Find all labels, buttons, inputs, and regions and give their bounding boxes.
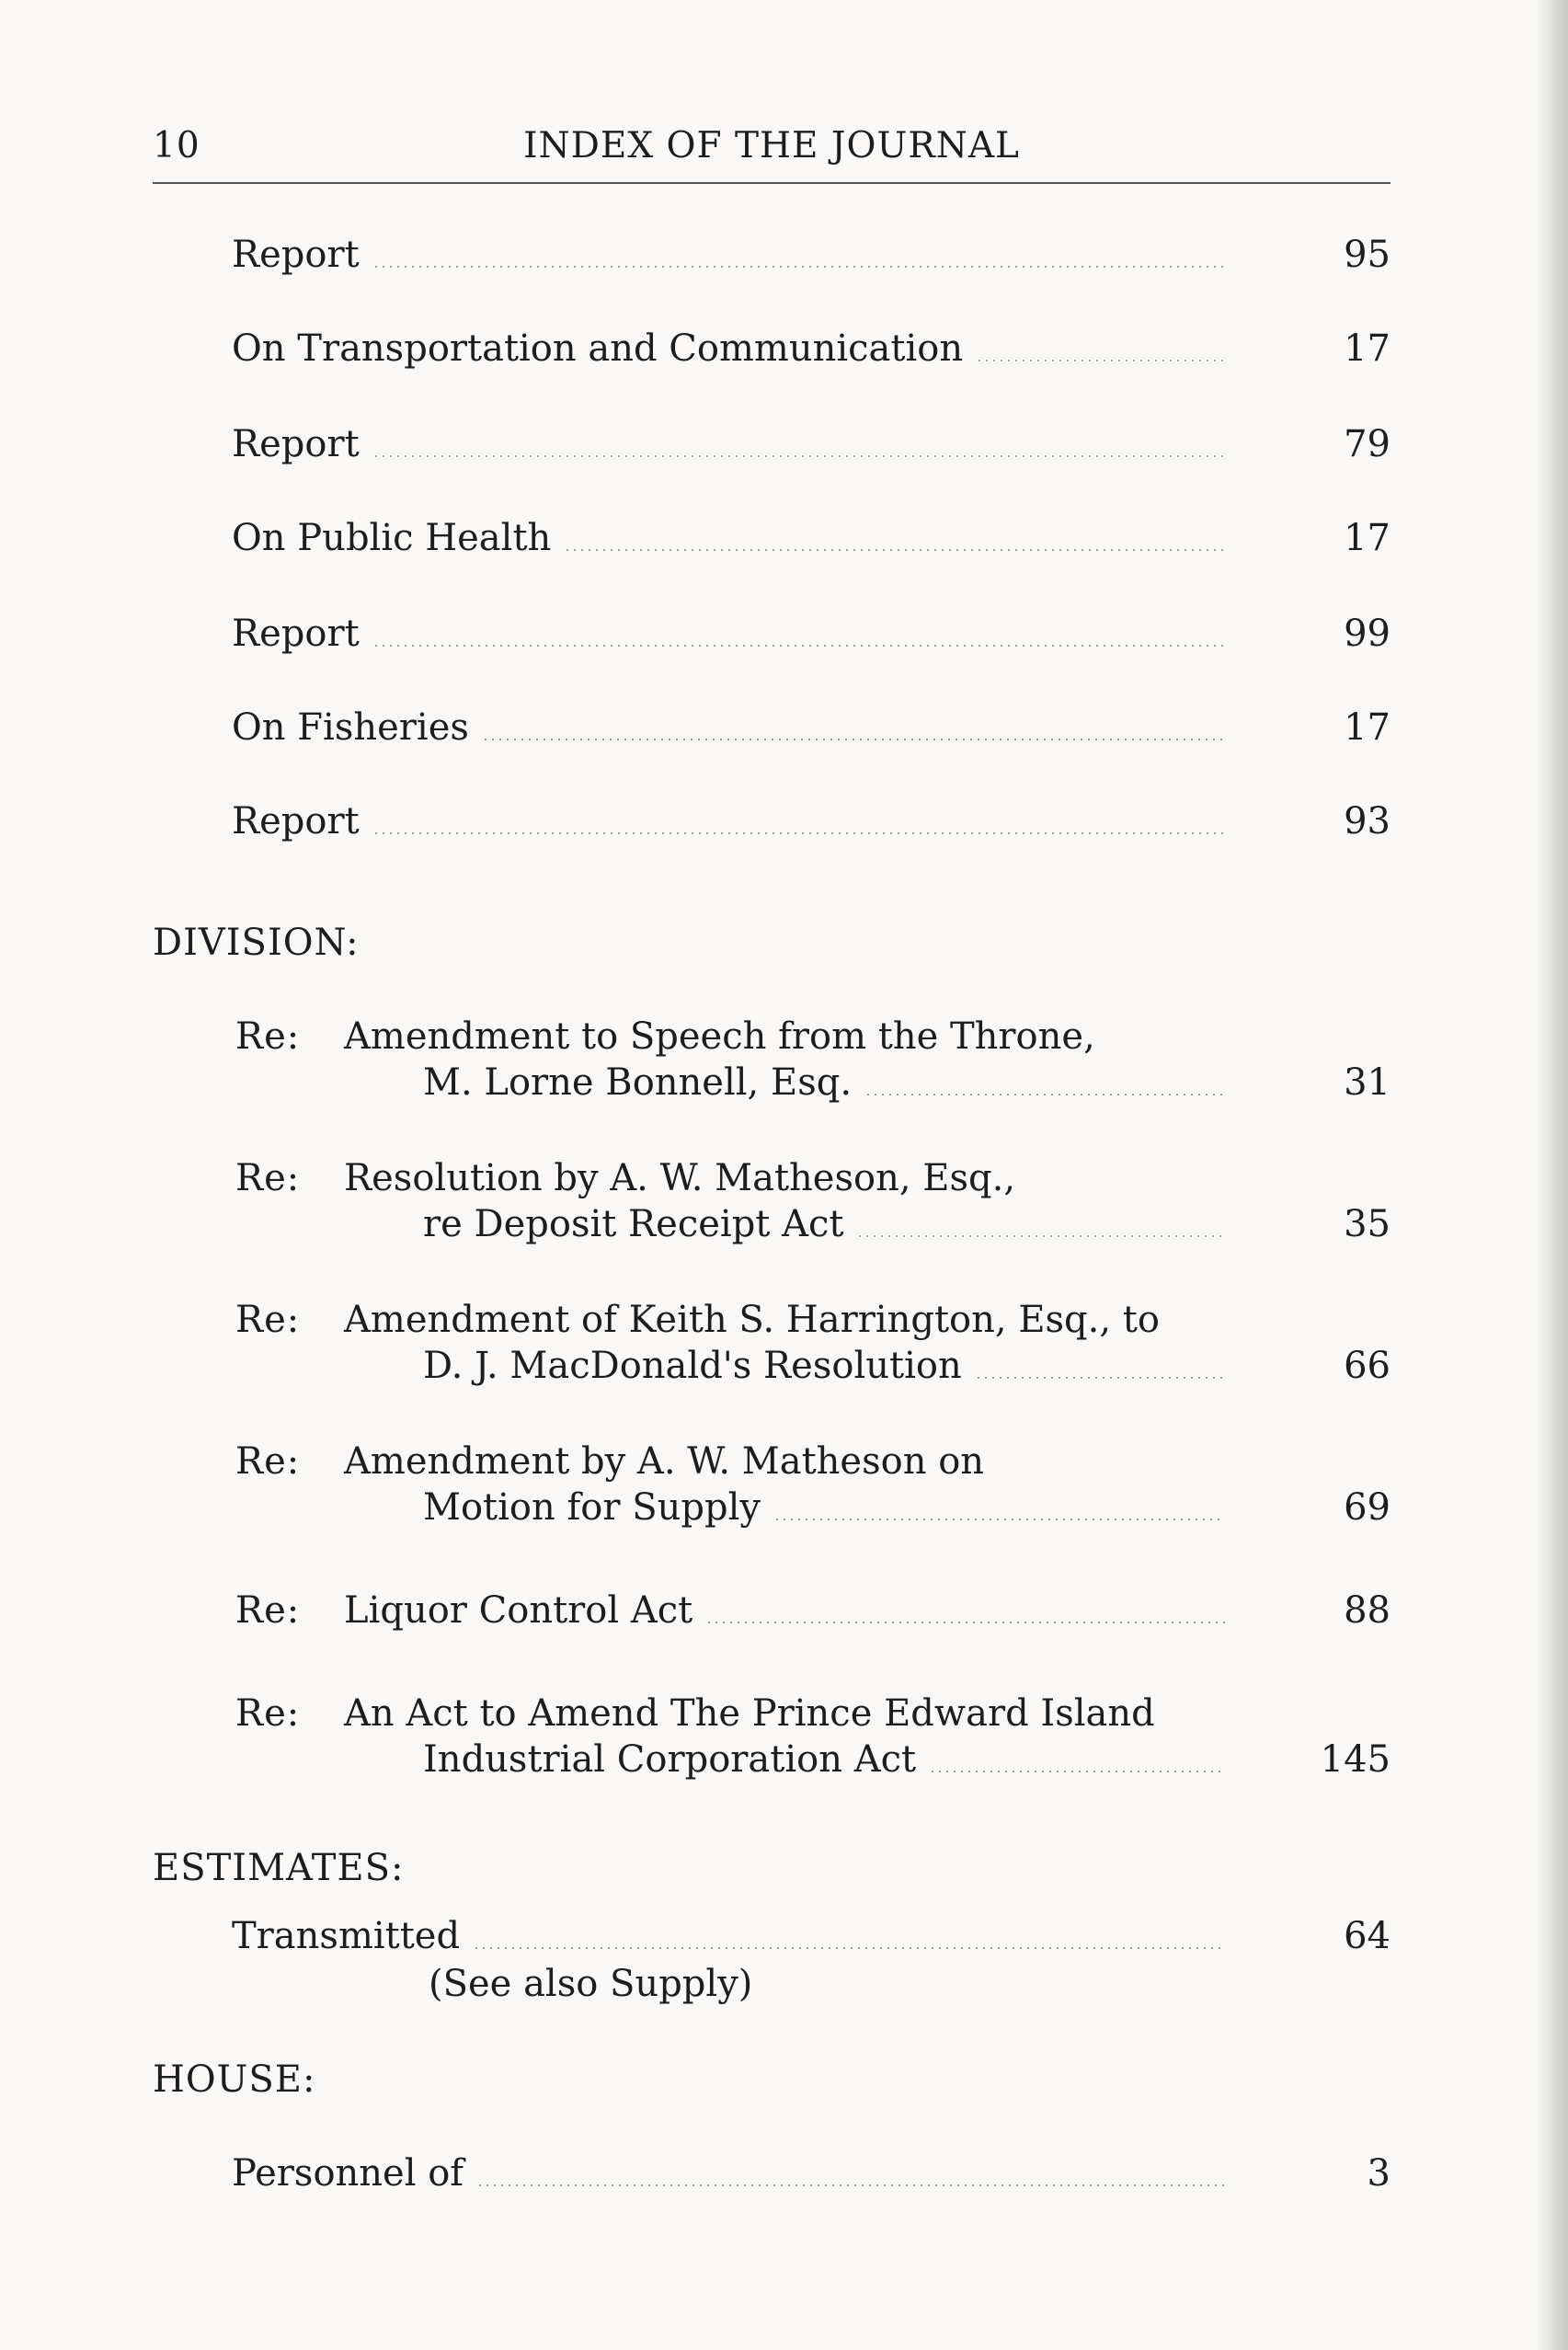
entry-label: Report bbox=[232, 800, 360, 843]
division-entry-line1: Amendment by A. W. Matheson on bbox=[344, 1440, 985, 1483]
re-label: Re: bbox=[235, 1692, 301, 1735]
division-entry bbox=[344, 1589, 1391, 1637]
entry-label: re Deposit Receipt Act bbox=[423, 1203, 844, 1245]
section-heading-house: HOUSE: bbox=[153, 2058, 316, 2101]
dot-leader bbox=[705, 1622, 1225, 1623]
entry-page: 17 bbox=[1344, 706, 1391, 749]
division-entry bbox=[423, 1486, 1391, 1534]
entry-label: Liquor Control Act bbox=[344, 1589, 693, 1632]
entry-label: D. J. MacDonald's Resolution bbox=[423, 1345, 962, 1387]
dot-leader bbox=[929, 1771, 1225, 1772]
entry-page: 35 bbox=[1344, 1203, 1391, 1245]
index-entry bbox=[232, 327, 1391, 375]
index-entry bbox=[232, 800, 1391, 848]
dot-leader bbox=[864, 1094, 1225, 1095]
entry-page: 99 bbox=[1344, 613, 1391, 655]
entry-page: 17 bbox=[1344, 327, 1391, 370]
entry-page: 145 bbox=[1320, 1738, 1391, 1781]
index-entry bbox=[232, 2152, 1391, 2200]
entry-label: Motion for Supply bbox=[423, 1486, 761, 1529]
dot-leader bbox=[473, 1947, 1225, 1949]
entry-page: 31 bbox=[1344, 1061, 1391, 1104]
entry-page: 95 bbox=[1344, 234, 1391, 276]
re-label: Re: bbox=[235, 1589, 301, 1632]
dot-leader bbox=[564, 549, 1225, 551]
division-entry bbox=[423, 1345, 1391, 1393]
section-heading-estimates: ESTIMATES: bbox=[153, 1847, 405, 1889]
dot-leader bbox=[482, 739, 1225, 740]
entry-label: Industrial Corporation Act bbox=[423, 1738, 917, 1781]
re-label: Re: bbox=[235, 1299, 301, 1341]
division-entry-line1: Resolution by A. W. Matheson, Esq., bbox=[344, 1157, 1016, 1199]
running-title: INDEX OF THE JOURNAL bbox=[523, 125, 1020, 166]
division-entry-line1: An Act to Amend The Prince Edward Island bbox=[344, 1692, 1155, 1735]
entry-page: 69 bbox=[1344, 1486, 1391, 1529]
page-header bbox=[153, 118, 1391, 175]
division-entry bbox=[423, 1061, 1391, 1109]
entry-page: 79 bbox=[1344, 423, 1391, 465]
entry-label: On Transportation and Communication bbox=[232, 327, 964, 370]
dot-leader bbox=[372, 455, 1225, 457]
entry-page: 93 bbox=[1344, 800, 1391, 843]
dot-leader bbox=[476, 2184, 1225, 2186]
entry-label: On Fisheries bbox=[232, 706, 469, 749]
division-entry-line1: Amendment of Keith S. Harrington, Esq., to bbox=[344, 1299, 1160, 1341]
division-entry-line1: Amendment to Speech from the Throne, bbox=[344, 1015, 1095, 1058]
entry-label: Report bbox=[232, 234, 360, 276]
re-label: Re: bbox=[235, 1015, 301, 1058]
division-entry bbox=[423, 1203, 1391, 1251]
dot-leader bbox=[372, 832, 1225, 834]
dot-leader bbox=[856, 1235, 1225, 1237]
entry-page: 88 bbox=[1344, 1589, 1391, 1632]
entry-page: 3 bbox=[1367, 2152, 1391, 2195]
entry-page: 64 bbox=[1344, 1915, 1391, 1957]
dot-leader bbox=[975, 1377, 1225, 1379]
entry-label: Personnel of bbox=[232, 2152, 464, 2195]
see-also-note: (See also Supply) bbox=[429, 1963, 753, 2005]
index-entry bbox=[232, 517, 1391, 565]
index-entry bbox=[232, 423, 1391, 471]
entry-page: 17 bbox=[1344, 517, 1391, 559]
dot-leader bbox=[773, 1519, 1225, 1520]
section-heading-division: DIVISION: bbox=[153, 922, 360, 964]
index-entry bbox=[232, 706, 1391, 754]
entry-label: Report bbox=[232, 613, 360, 655]
re-label: Re: bbox=[235, 1157, 301, 1199]
re-label: Re: bbox=[235, 1440, 301, 1483]
division-entry bbox=[423, 1738, 1391, 1786]
entry-label: M. Lorne Bonnell, Esq. bbox=[423, 1061, 853, 1104]
index-entry bbox=[232, 234, 1391, 281]
entry-label: On Public Health bbox=[232, 517, 552, 559]
index-entry bbox=[232, 1915, 1391, 1963]
dot-leader bbox=[372, 266, 1225, 268]
index-entry bbox=[232, 613, 1391, 660]
dot-leader bbox=[976, 360, 1225, 361]
header-rule bbox=[153, 182, 1391, 184]
page-number: 10 bbox=[153, 125, 200, 166]
entry-page: 66 bbox=[1344, 1345, 1391, 1387]
dot-leader bbox=[372, 645, 1225, 647]
entry-label: Transmitted bbox=[232, 1915, 461, 1957]
entry-label: Report bbox=[232, 423, 360, 465]
